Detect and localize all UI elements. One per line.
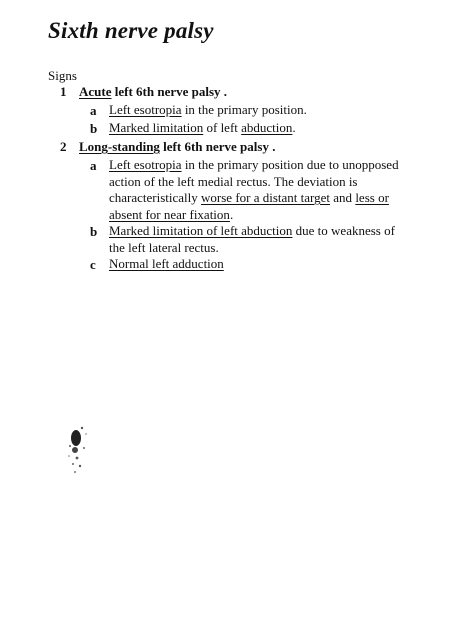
sub-letter: b bbox=[90, 121, 98, 136]
underlined-phrase: abduction bbox=[241, 120, 293, 135]
text-rest: due to weakness of the left lateral rectus. bbox=[109, 223, 395, 255]
ink-smudge-icon bbox=[60, 420, 100, 480]
text-mid: of left bbox=[203, 120, 242, 135]
sub-text bbox=[109, 120, 429, 137]
item-heading bbox=[79, 84, 227, 100]
underlined-phrase: Marked limitation bbox=[109, 120, 204, 135]
heading-underlined: Long-standing bbox=[79, 139, 160, 154]
heading-underlined: Acute bbox=[79, 84, 112, 99]
underlined-phrase: Marked limitation of left abduction bbox=[109, 223, 293, 238]
sub-text bbox=[109, 256, 429, 273]
underlined-phrase: worse for a distant target bbox=[201, 190, 331, 205]
underlined-phrase: Left esotropia bbox=[109, 102, 182, 117]
underlined-phrase: Normal left adduction bbox=[109, 256, 224, 271]
heading-rest: left 6th nerve palsy . bbox=[159, 139, 276, 154]
section-label: Signs bbox=[48, 68, 77, 83]
text-rest: in the primary position due to unopposed action of the left medial rectus. The deviation is characteristically bbox=[109, 157, 399, 205]
sub-letter: b bbox=[90, 224, 98, 239]
text-mid: and bbox=[330, 190, 356, 205]
text-rest: . bbox=[292, 120, 296, 135]
sub-letter: c bbox=[90, 257, 96, 272]
underlined-phrase: Left esotropia bbox=[109, 157, 182, 172]
item-heading bbox=[79, 139, 275, 155]
page-title: Sixth nerve palsy bbox=[48, 18, 214, 43]
heading-rest: left 6th nerve palsy . bbox=[111, 84, 228, 99]
text-end: . bbox=[229, 206, 234, 222]
underlined-phrase: less or absent for near fixation bbox=[109, 190, 389, 222]
item-number: 2 bbox=[60, 139, 67, 154]
sub-text bbox=[109, 223, 409, 256]
sub-letter: a bbox=[90, 158, 97, 173]
sub-letter: a bbox=[90, 103, 97, 118]
text-rest: in the primary position. bbox=[181, 102, 307, 117]
sub-text bbox=[109, 157, 409, 223]
item-number: 1 bbox=[60, 84, 67, 99]
sub-text bbox=[109, 102, 429, 119]
